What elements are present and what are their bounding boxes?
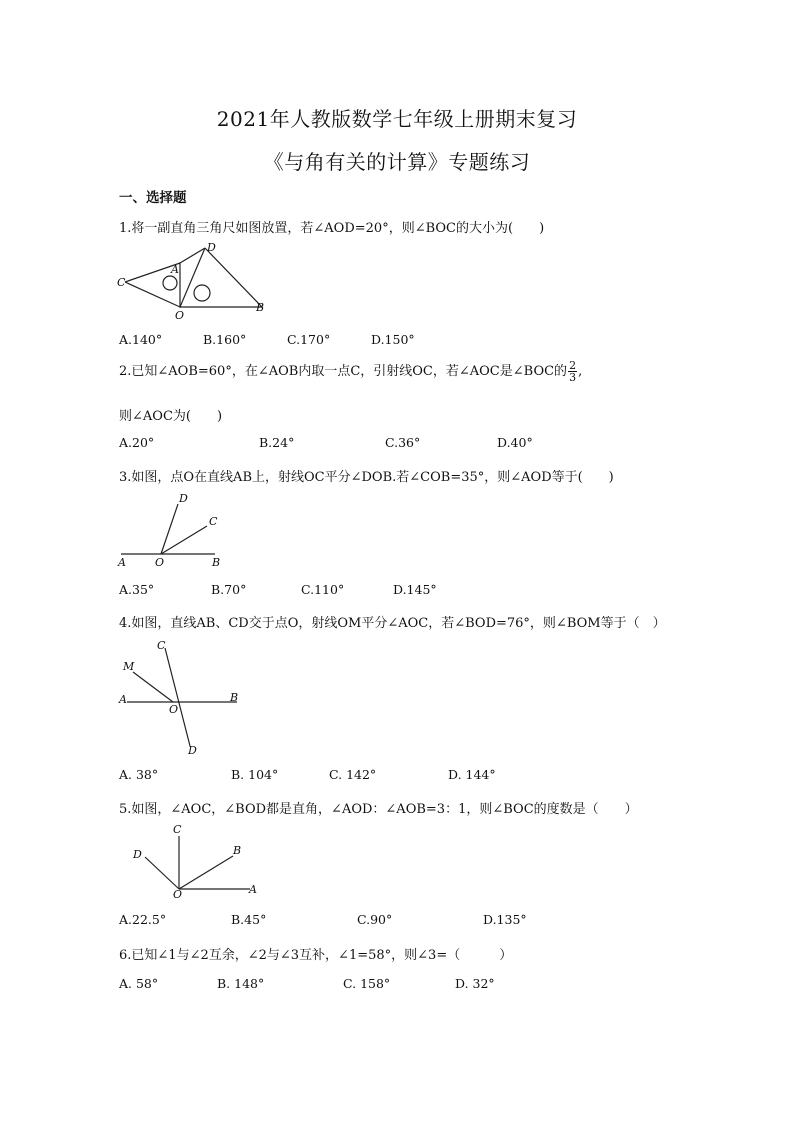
q2-fraction-num: 2	[569, 359, 577, 372]
question-6-stem: 6.已知∠1与∠2互余，∠2与∠3互补，∠1=58°，则∠3=（ ）	[119, 948, 513, 963]
q5-label-c: C	[173, 823, 182, 836]
q2-option-c: C.36°	[385, 435, 421, 450]
q5-label-a: A	[249, 883, 257, 896]
q3-label-b: B	[212, 556, 221, 569]
q2-fraction-den: 3	[569, 371, 577, 384]
question-3-stem: 3.如图，点O在直线AB上，射线OC平分∠DOB.若∠COB=35°，则∠AOD等于( )	[119, 470, 614, 485]
q1-hole-left	[163, 276, 177, 290]
q1-label-a: A	[171, 263, 179, 276]
q6-option-d: D. 32°	[455, 976, 495, 991]
q1-option-d: D.150°	[371, 332, 415, 347]
q5-option-a: A.22.5°	[119, 912, 167, 927]
question-4-figure	[115, 635, 250, 760]
q3-label-d: D	[179, 492, 188, 505]
q1-option-c: C.170°	[287, 332, 331, 347]
q3-option-b: B.70°	[211, 582, 247, 597]
q5-option-c: C.90°	[357, 912, 393, 927]
q4-label-o: O	[169, 703, 179, 716]
q3-ray-oc	[161, 526, 207, 554]
q5-label-b: B	[233, 844, 242, 857]
q2-option-b: B.24°	[259, 435, 295, 450]
q2-option-d: D.40°	[497, 435, 533, 450]
q1-label-o: O	[175, 309, 185, 322]
q5-label-o: O	[173, 888, 183, 900]
question-2-stem	[119, 360, 582, 383]
page-title: 2021年人教版数学七年级上册期末复习	[216, 107, 578, 131]
section-heading: 一、选择题	[119, 190, 187, 206]
q4-label-b: B	[230, 691, 239, 704]
q5-option-b: B.45°	[231, 912, 267, 927]
question-5-stem: 5.如图，∠AOC，∠BOD都是直角，∠AOD：∠AOB=3：1，则∠BOC的度数是（ ）	[119, 802, 638, 817]
q4-option-b: B. 104°	[231, 767, 279, 782]
q6-option-c: C. 158°	[343, 976, 391, 991]
q1-hole-right	[194, 285, 210, 301]
q1-option-b: B.160°	[203, 332, 247, 347]
q4-line-cd	[165, 648, 190, 746]
q1-label-b: B	[256, 301, 265, 314]
q4-option-d: D. 144°	[448, 767, 496, 782]
question-3-figure	[115, 490, 225, 570]
q2-fraction	[568, 360, 577, 383]
q5-ray-ob	[179, 856, 233, 889]
q3-option-a: A.35°	[119, 582, 155, 597]
q1-label-d: D	[207, 241, 216, 254]
question-2-stem-line2: 则∠AOC为( )	[119, 409, 223, 424]
q4-label-m: M	[123, 660, 135, 673]
q4-label-a: A	[119, 693, 127, 706]
q6-option-b: B. 148°	[217, 976, 265, 991]
q1-label-c: C	[117, 276, 126, 289]
q3-label-a: A	[118, 556, 126, 569]
q3-label-c: C	[209, 515, 218, 528]
q6-option-a: A. 58°	[119, 976, 159, 991]
page-subtitle: 《与角有关的计算》专题练习	[263, 150, 531, 174]
question-1-stem: 1.将一副直角三角尺如图放置，若∠AOD=20°，则∠BOC的大小为( )	[119, 221, 545, 236]
q4-ray-om	[133, 672, 173, 702]
q3-label-o: O	[155, 556, 165, 569]
q5-label-d: D	[133, 848, 142, 861]
q1-option-a: A.140°	[119, 332, 163, 347]
q3-option-c: C.110°	[301, 582, 345, 597]
q5-option-d: D.135°	[483, 912, 527, 927]
question-5-figure	[125, 820, 265, 900]
q4-option-a: A. 38°	[119, 767, 159, 782]
question-1-figure	[115, 240, 270, 322]
q5-ray-od	[145, 857, 179, 889]
q2-stem-comma: ,	[578, 364, 583, 379]
q2-stem-text: 2.已知∠AOB=60°，在∠AOB内取一点C，引射线OC，若∠AOC是∠BOC的	[119, 364, 568, 379]
question-4-stem: 4.如图，直线AB、CD交于点O，射线OM平分∠AOC，若∠BOD=76°，则∠BOM等于（ ）	[119, 616, 666, 631]
q2-option-a: A.20°	[119, 435, 155, 450]
q3-ray-od	[161, 504, 178, 554]
q4-option-c: C. 142°	[329, 767, 377, 782]
q1-triangle-dob	[180, 248, 262, 307]
q3-option-d: D.145°	[393, 582, 437, 597]
q4-label-c: C	[157, 639, 166, 652]
q4-label-d: D	[188, 744, 197, 757]
